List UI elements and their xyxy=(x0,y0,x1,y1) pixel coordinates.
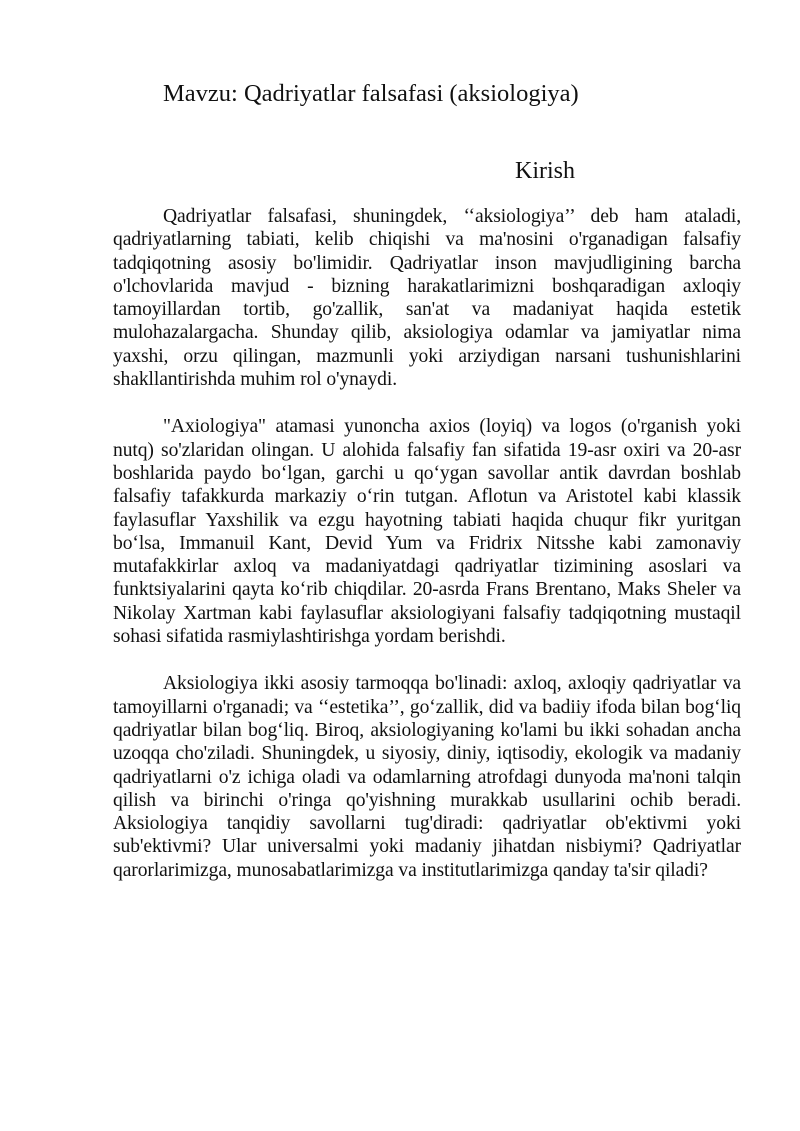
section-heading: Kirish xyxy=(515,158,575,184)
section-heading-wrapper xyxy=(0,156,740,186)
paragraph-etymology-history: "Axiologiya" atamasi yunoncha axios (loyiq) va logos (o'rganish yoki nutq) so'zlaridan olingan. U alohida falsafiy fan sifatida 19-asr oxiri va 20-asr boshlarida paydo bo‘lgan, garchi u qo‘ygan savollar antik davrdan boshlab falsafiy tafakkurda markaziy o‘rin tutgan. Aflotun va Aristotel kabi klassik faylasuflar Yaxshilik va ezgu hayotning tabiati haqida chuqur fikr yuritgan bo‘lsa, Immanuil Kant, Devid Yum va Fridrix Nitsshe kabi zamonaviy mutafakkirlar axloq va madaniyatdagi qadriyatlar tizimining asoslari va funktsiyalarini qayta ko‘rib chiqdilar. 20-asrda Frans Brentano, Maks Sheler va Nikolay Xartman kabi faylasuflar aksiologiyani falsafiy tadqiqotning mustaqil sohasi sifatida rasmiylashtirishga yordam berishdi. xyxy=(113,416,741,648)
document-title: Mavzu: Qadriyatlar falsafasi (aksiologiya) xyxy=(163,80,579,107)
document-body xyxy=(113,205,741,906)
paragraph-branches: Aksiologiya ikki asosiy tarmoqqa bo'linadi: axloq, axloqiy qadriyatlar va tamoyillarni o'rganadi; va ‘‘estetika’’, go‘zallik, did va badiiy ifoda bilan bog‘liq qadriyatlar bilan bog‘liq. Biroq, aksiologiyaning ko'lami bu ikki sohadan ancha uzoqqa cho'ziladi. Shuningdek, u siyosiy, diniy, iqtisodiy, ekologik va madaniy qadriyatlarni o'z ichiga oladi va odamlarning atrofdagi dunyoda ma'noni talqin qilish va birinchi o'ringa qo'yishning murakkab usullarini ochib beradi. Aksiologiya tanqidiy savollarni tug'diradi: qadriyatlar ob'ektivmi yoki sub'ektivmi? Ular universalmi yoki madaniy jihatdan nisbiymi? Qadriyatlar qarorlarimizga, munosabatlarimizga va institutlarimizga qanday ta'sir qiladi? xyxy=(113,673,741,881)
paragraph-introduction: Qadriyatlar falsafasi, shuningdek, ‘‘aksiologiya’’ deb ham ataladi, qadriyatlarning tabiati, kelib chiqishi va ma'nosini o'rganadigan falsafiy tadqiqotning asosiy bo'limidir. Qadriyatlar inson mavjudligining barcha o'lchovlarida mavjud - bizning harakatlarimizni boshqaradigan axloqiy tamoyillardan tortib, go'zallik, san'at va madaniyat haqida estetik mulohazalargacha. Shunday qilib, aksiologiya odamlar va jamiyatlar nima yaxshi, orzu qilingan, mazmunli yoki arziydigan narsani tushunishlarini shakllantirishda muhim rol o'ynaydi. xyxy=(113,206,741,391)
